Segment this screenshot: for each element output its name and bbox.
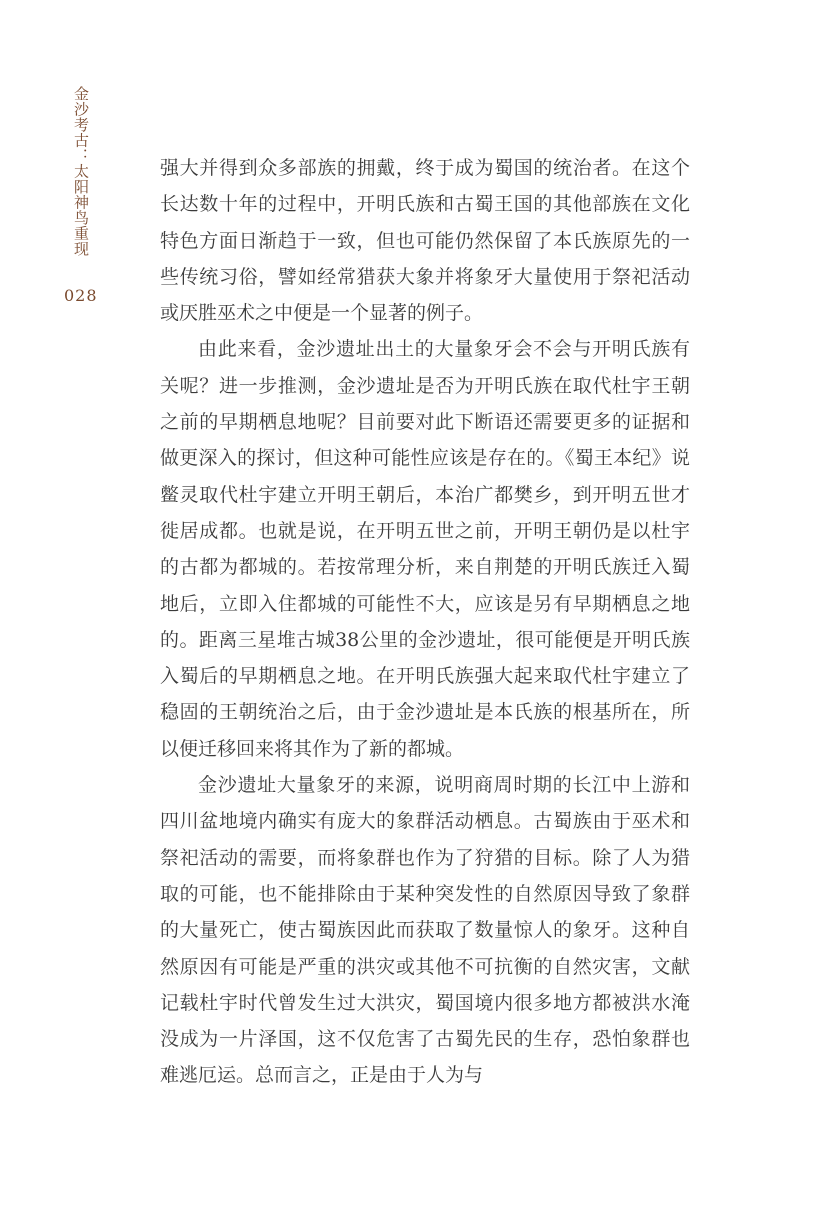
paragraph-1: 强大并得到众多部族的拥戴，终于成为蜀国的统治者。在这个长达数十年的过程中，开明氏族和古蜀王国的其他部族在文化特色方面日渐趋于一致，但也可能仍然保留了本氏族原先的一些传统习俗，譬如经常猎获大象并将象牙大量使用于祭祀活动或厌胜巫术之中便是一个显著的例子。 bbox=[160, 157, 690, 325]
running-header-title: 金沙考古：太阳神鸟重现 bbox=[72, 86, 90, 257]
paragraph-3: 金沙遗址大量象牙的来源，说明商周时期的长江中上游和四川盆地境内确实有庞大的象群活动栖息。古蜀族由于巫术和祭祀活动的需要，而将象群也作为了狩猎的目标。除了人为猎取的可能，也不能排除由于某种突发性的自然原因导致了象群的大量死亡，使古蜀族因此而获取了数量惊人的象牙。这种自然原因有可能是严重的洪灾或其他不可抗衡的自然灾害，文献记载杜宇时代曾发生过大洪灾，蜀国境内很多地方都被洪水淹没成为一片泽国，这不仅危害了古蜀先民的生存，恐怕象群也难逃厄运。总而言之，正是由于人为与 bbox=[160, 774, 690, 1087]
paragraph-2: 由此来看，金沙遗址出土的大量象牙会不会与开明氏族有关呢？进一步推测，金沙遗址是否为开明氏族在取代杜宇王朝之前的早期栖息地呢？目前要对此下断语还需要更多的证据和做更深入的探讨，但这种可能性应该是存在的。《蜀王本纪》说鳖灵取代杜宇建立开明王朝后，本治广都樊乡，到开明五世才徙居成都。也就是说，在开明五世之前，开明王朝仍是以杜宇的古都为都城的。若按常理分析，来自荆楚的开明氏族迁入蜀地后，立即入住都城的可能性不大，应该是另有早期栖息之地的。距离三星堆古城38公里的金沙遗址，很可能便是开明氏族入蜀后的早期栖息之地。在开明氏族强大起来取代杜宇建立了稳固的王朝统治之后，由于金沙遗址是本氏族的根基所在，所以便迁移回来将其作为了新的都城。 bbox=[160, 338, 690, 760]
body-text bbox=[160, 150, 690, 1094]
page-number: 028 bbox=[64, 286, 98, 305]
